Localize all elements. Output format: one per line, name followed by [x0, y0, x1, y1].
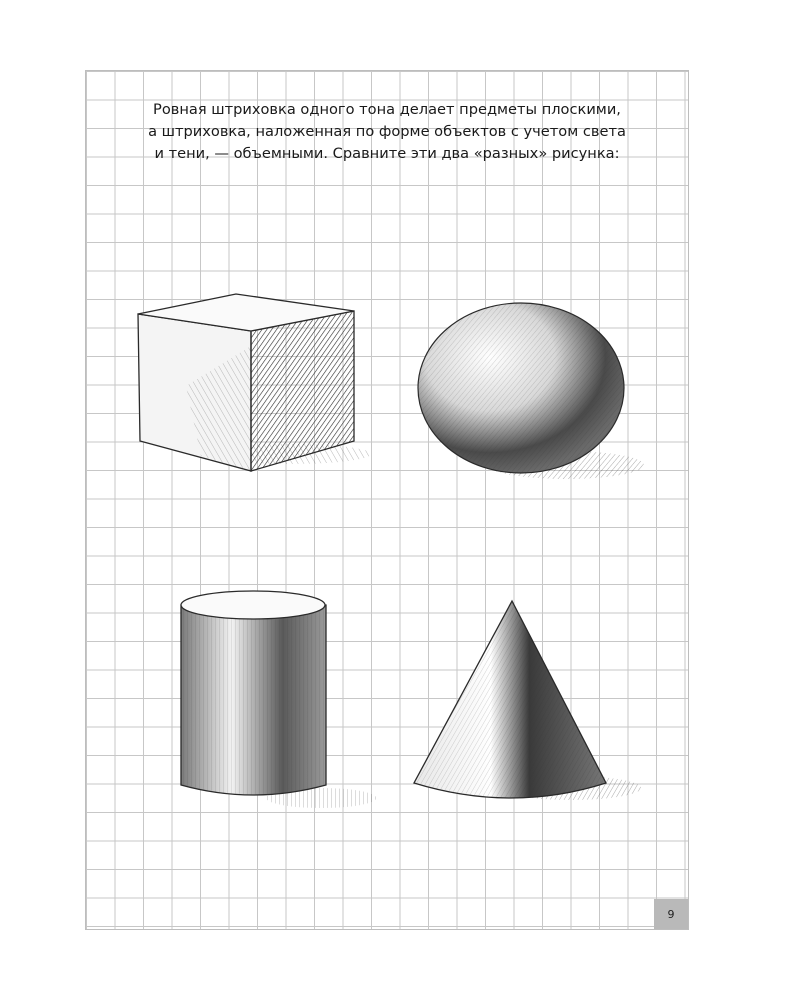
intro-line-2: а штриховка, наложенная по форме объектов с учетом света [148, 123, 626, 140]
intro-line-3: и тени, — объемными. Сравните эти два «разных» рисунка: [154, 145, 620, 162]
workbook-page [85, 70, 689, 930]
intro-text [86, 99, 688, 165]
page-number: 9 [654, 899, 688, 929]
sphere-drawing [416, 293, 646, 493]
cube-drawing [126, 286, 376, 486]
intro-line-1: Ровная штриховка одного тона делает предметы плоскими, [153, 101, 621, 118]
cylinder-drawing [171, 583, 381, 833]
cone-drawing [406, 593, 646, 823]
